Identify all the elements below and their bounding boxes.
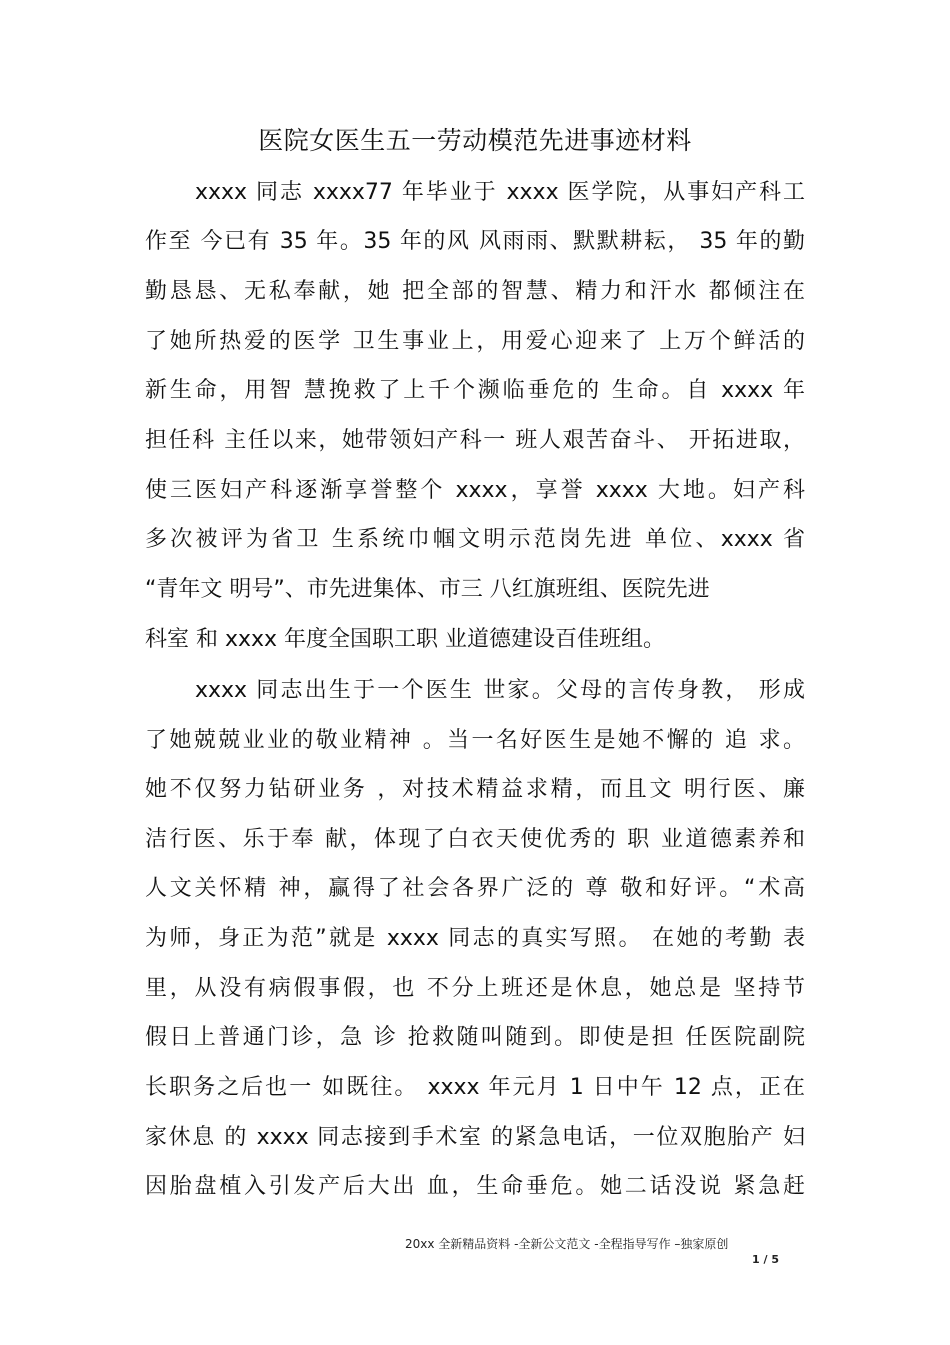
paragraph-line: 她不仅努力钻研业务 ，对技术精益求精，而且文 明行医、廉	[145, 777, 805, 802]
paragraph-line: 里，从没有病假事假，也 不分上班还是休息，她总是 坚持节	[145, 976, 805, 1001]
paragraph-line: 多次被评为省卫 生系统巾帼文明示范岗先进 单位、xxxx 省	[145, 527, 805, 552]
paragraph-line: “青年文 明号”、市先进集体、市三 八红旗班组、医院先进	[145, 577, 710, 602]
document-title: 医院女医生五一劳动模范先进事迹材料	[258, 126, 692, 155]
paragraph-line: 因胎盘植入引发产后大出 血，生命垂危。她二话没说 紧急赶	[145, 1174, 805, 1199]
paragraph-line: 为师，身正为范”就是 xxxx 同志的真实写照。 在她的考勤 表	[145, 926, 805, 951]
paragraph-line: xxxx 同志 xxxx77 年毕业于 xxxx 医学院，从事妇产科工	[195, 180, 805, 205]
paragraph-line: 假日上普通门诊，急 诊 抢救随叫随到。即使是担 任医院副院	[145, 1025, 805, 1050]
paragraph-line: 人文关怀精 神，赢得了社会各界广泛的 尊 敬和好评。“术高	[145, 876, 805, 901]
footer-text: 20xx 全新精品资料 -全新公文范文 -全程指导写作 –独家原创	[405, 1237, 729, 1251]
page-number: 1 / 5	[752, 1253, 779, 1266]
paragraph-line: 家休息 的 xxxx 同志接到手术室 的紧急电话，一位双胞胎产 妇	[145, 1125, 805, 1150]
paragraph-line: 洁行医、乐于奉 献，体现了白衣天使优秀的 职 业道德素养和	[145, 827, 805, 852]
paragraph-line: 作至 今已有 35 年。35 年的风 风雨雨、默默耕耘， 35 年的勤	[145, 229, 805, 254]
paragraph-line: xxxx 同志出生于一个医生 世家。父母的言传身教， 形成	[195, 678, 805, 703]
paragraph-line: 科室 和 xxxx 年度全国职工职 业道德建设百佳班组。	[145, 627, 666, 652]
paragraph-line: 了她兢兢业业的敬业精神 。当一名好医生是她不懈的 追 求。	[145, 728, 805, 753]
paragraph-line: 勤恳恳、无私奉献，她 把全部的智慧、精力和汗水 都倾注在	[145, 279, 805, 304]
paragraph-line: 长职务之后也一 如既往。 xxxx 年元月 1 日中午 12 点，正在	[145, 1075, 805, 1100]
paragraph-line: 新生命，用智 慧挽救了上千个濒临垂危的 生命。自 xxxx 年	[145, 378, 805, 403]
paragraph-line: 使三医妇产科逐渐享誉整个 xxxx，享誉 xxxx 大地。妇产科	[145, 478, 805, 503]
paragraph-line: 担任科 主任以来，她带领妇产科一 班人艰苦奋斗、 开拓进取，	[145, 428, 805, 453]
paragraph-line: 了她所热爱的医学 卫生事业上，用爱心迎来了 上万个鲜活的	[145, 329, 805, 354]
